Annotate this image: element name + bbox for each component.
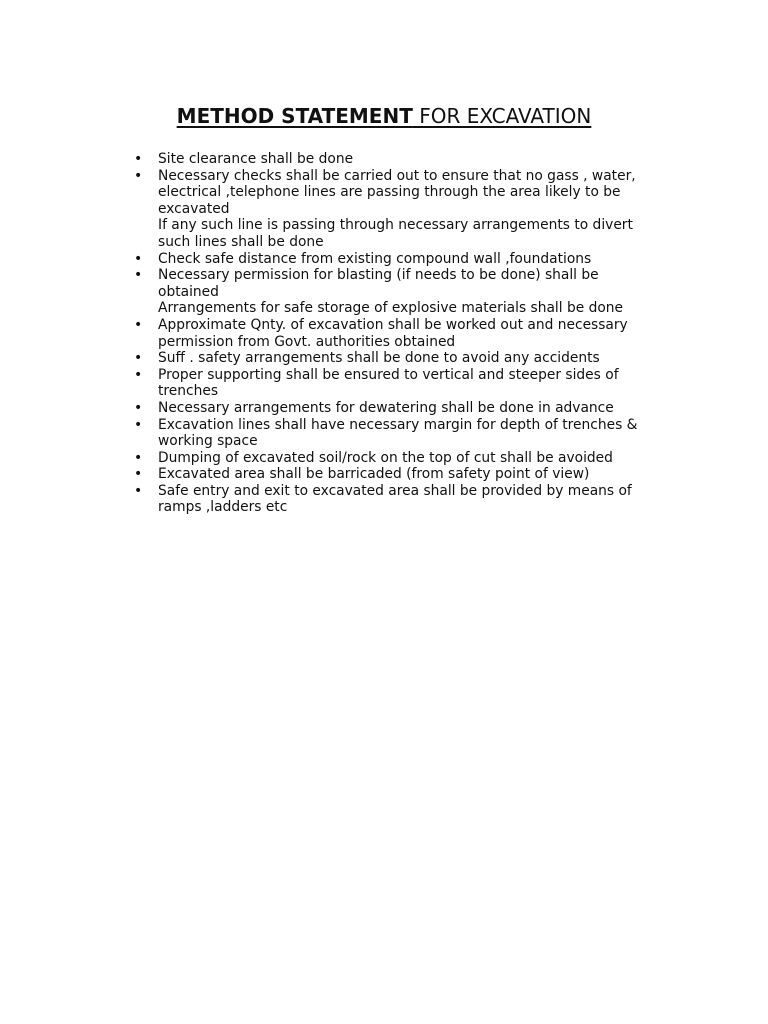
bullet-icon: • (134, 449, 143, 466)
list-item-line: Excavation lines shall have necessary margin for depth of trenches & (158, 416, 638, 433)
list-item-line: Dumping of excavated soil/rock on the top of cut shall be avoided (158, 449, 613, 466)
bullet-icon: • (134, 466, 143, 483)
list-item (134, 449, 648, 467)
bullet-icon: • (134, 167, 143, 184)
list-item-line: ramps ,ladders etc (158, 499, 288, 516)
list-item-line: excavated (158, 200, 230, 217)
bullet-icon: • (134, 482, 143, 499)
list-item (134, 316, 648, 350)
list-item (134, 267, 648, 317)
list-item (134, 366, 648, 400)
list-item (134, 399, 648, 417)
list-item-line: trenches (158, 383, 219, 400)
list-item-line: Safe entry and exit to excavated area shall be provided by means of (158, 482, 632, 499)
list-item-line: Suff . safety arrangements shall be done to avoid any accidents (158, 350, 600, 367)
list-item (134, 250, 648, 268)
list-item-line: Arrangements for safe storage of explosive materials shall be done (158, 300, 624, 317)
list-item-line: If any such line is passing through necessary arrangements to divert (158, 217, 633, 234)
list-item (134, 416, 648, 450)
list-item-line: Necessary checks shall be carried out to ensure that no gass , water, (158, 167, 636, 184)
page-title (0, 102, 768, 130)
bullet-icon: • (134, 399, 143, 416)
bullet-icon: • (134, 316, 143, 333)
list-item-line: Site clearance shall be done (158, 151, 354, 167)
list-item-line: obtained (158, 283, 219, 300)
list-item-line: working space (158, 433, 258, 450)
list-item-line: Necessary arrangements for dewatering shall be done in advance (158, 399, 614, 416)
bullet-icon: • (134, 151, 143, 167)
list-item-line: Check safe distance from existing compound wall ,foundations (158, 250, 592, 267)
list-item (134, 151, 648, 168)
list-item-line: Approximate Qnty. of excavation shall be worked out and necessary (158, 316, 628, 333)
bullet-icon: • (134, 416, 143, 433)
list-item (134, 482, 648, 516)
bullet-icon: • (134, 250, 143, 267)
list-item-line: Excavated area shall be barricaded (from safety point of view) (158, 466, 590, 483)
bullet-icon: • (134, 366, 143, 383)
list-item-line: Proper supporting shall be ensured to vertical and steeper sides of (158, 366, 619, 383)
bullet-icon: • (134, 267, 143, 284)
bullet-list (134, 151, 648, 516)
list-item (134, 167, 648, 251)
list-item-line: permission from Govt. authorities obtained (158, 333, 456, 350)
list-item-line: Necessary permission for blasting (if needs to be done) shall be (158, 267, 599, 284)
list-item (134, 466, 648, 483)
list-item-line: electrical ,telephone lines are passing through the area likely to be (158, 184, 621, 201)
bullet-icon: • (134, 350, 143, 367)
title-rest-part: FOR EXCAVATION (412, 104, 592, 128)
title-bold-part: METHOD STATEMENT (176, 104, 413, 128)
list-item-line: such lines shall be done (158, 233, 324, 250)
list-item (134, 350, 648, 367)
